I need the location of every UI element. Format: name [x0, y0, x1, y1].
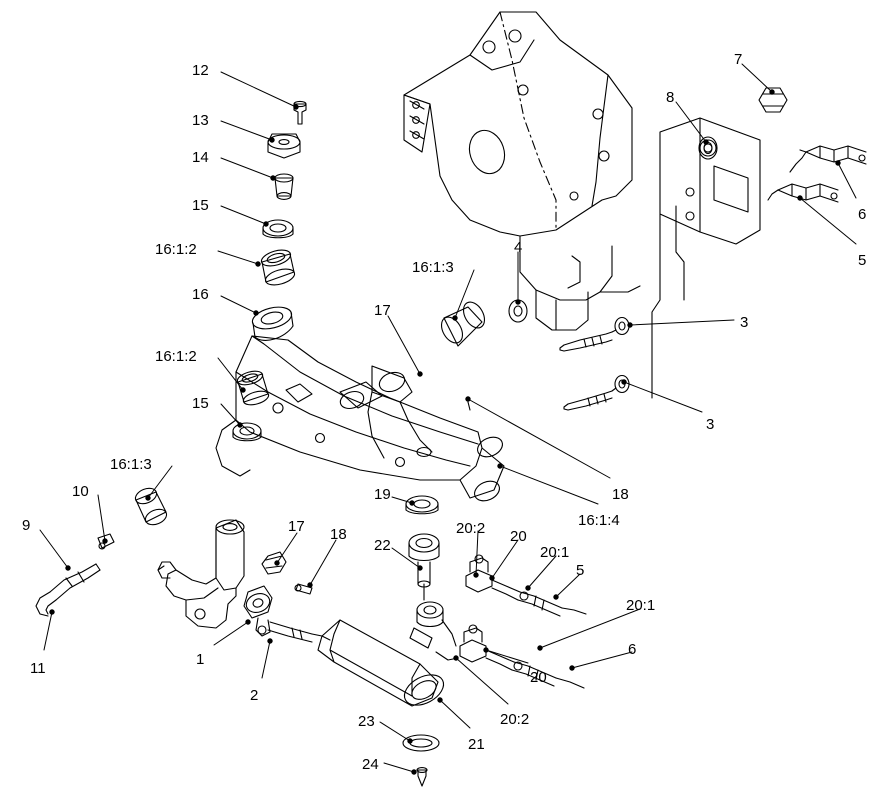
- callout-20-2-lower: 20:2: [500, 711, 530, 728]
- callout-16-1-3-left: 16:1:3: [110, 456, 152, 473]
- callout-6-upper: 6: [858, 206, 867, 223]
- callout-9: 9: [22, 517, 31, 534]
- callout-15-lower: 15: [192, 395, 209, 412]
- callout-12: 12: [192, 62, 209, 79]
- part-1-spindle: [158, 520, 244, 628]
- part-9-drag-link: [36, 564, 100, 616]
- part-3-fastener-lower: [564, 376, 629, 411]
- callout-20-1-upper: 20:1: [540, 544, 570, 561]
- callout-16: 16: [192, 286, 209, 303]
- callout-20-lower: 20: [530, 669, 547, 686]
- part-21-hydraulic-cylinder: [318, 584, 449, 711]
- callout-5-upper: 5: [858, 252, 867, 269]
- callout-3-lower: 3: [706, 416, 715, 433]
- callout-7: 7: [734, 51, 743, 68]
- callout-17-lower: 17: [288, 518, 305, 535]
- callout-17-upper: 17: [374, 302, 391, 319]
- callout-2: 2: [250, 687, 259, 704]
- callout-23: 23: [358, 713, 375, 730]
- callout-18-upper: 18: [612, 486, 629, 503]
- part-3-fastener-upper: [560, 318, 629, 352]
- part-5-hose-fitting-lower-right: [768, 184, 838, 202]
- part-24-bolt-bottom: [417, 768, 427, 786]
- callout-13: 13: [192, 112, 209, 129]
- part-2-tie-rod-end-left: [244, 586, 330, 642]
- callout-18-lower: 18: [330, 526, 347, 543]
- part-14-spacer: [275, 174, 293, 199]
- part-16-1-3-bushing-center: [437, 298, 489, 346]
- callout-5-lower: 5: [576, 562, 585, 579]
- part-15-washer-lower: [233, 423, 261, 441]
- callout-10: 10: [72, 483, 89, 500]
- callout-16-1-2-lower: 16:1:2: [155, 348, 197, 365]
- callout-20-upper: 20: [510, 528, 527, 545]
- callout-21: 21: [468, 736, 485, 753]
- callout-leaders: [40, 64, 856, 774]
- callout-1: 1: [196, 651, 205, 668]
- part-16-1-3-bushing-left: [133, 485, 169, 527]
- callout-19: 19: [374, 486, 391, 503]
- part-22-bearing: [409, 534, 439, 587]
- callout-4: 4: [514, 239, 523, 256]
- callout-16-1-2-upper: 16:1:2: [155, 241, 197, 258]
- part-20-fitting-lower: [436, 620, 584, 688]
- callout-15-upper: 15: [192, 197, 209, 214]
- callout-16-1-4: 16:1:4: [578, 512, 620, 529]
- callout-16-1-3-center: 16:1:3: [412, 259, 454, 276]
- callout-14: 14: [192, 149, 209, 166]
- callout-3-upper: 3: [740, 314, 749, 331]
- part-16-1-2-bushing-upper: [260, 247, 297, 288]
- callout-11: 11: [30, 660, 46, 677]
- callout-8: 8: [666, 89, 675, 106]
- callout-20-1-lower: 20:1: [626, 597, 656, 614]
- part-6-hose-fitting-upper-right: [790, 146, 866, 172]
- callout-22: 22: [374, 537, 391, 554]
- callout-24: 24: [362, 756, 379, 773]
- callout-6-lower: 6: [628, 641, 637, 658]
- callout-20-2-upper: 20:2: [456, 520, 486, 537]
